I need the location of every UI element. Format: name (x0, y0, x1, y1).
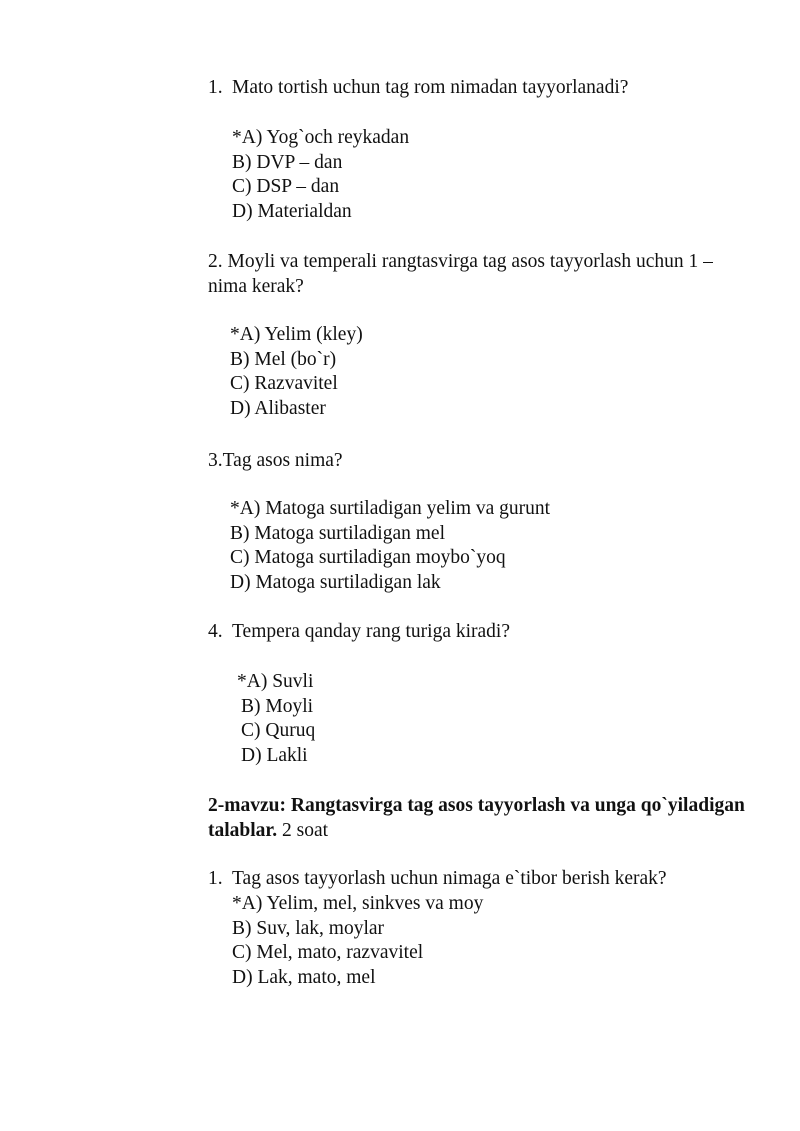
question-1-option-b: B) DVP – dan (232, 151, 343, 173)
question-2-option-d: D) Alibaster (230, 397, 326, 419)
question-1-text: Mato tortish uchun tag rom nimadan tayyorlanadi? (232, 77, 629, 98)
question-2-option-c: C) Razvavitel (230, 373, 338, 395)
question-5-option-b: B) Suv, lak, moylar (232, 917, 385, 939)
question-4-text: Tempera qanday rang turiga kiradi? (232, 621, 511, 642)
question-2-option-b: B) Mel (bo`r) (230, 348, 337, 370)
question-4-options (237, 670, 315, 768)
question-5 (208, 868, 667, 890)
question-1-option-d: D) Materialdan (232, 200, 352, 222)
question-3-options (230, 497, 550, 595)
question-5-text: Tag asos tayyorlash uchun nimaga e`tibor berish kerak? (232, 868, 667, 889)
question-3-option-b: B) Matoga surtiladigan mel (230, 522, 445, 544)
question-2-options (230, 323, 363, 421)
question-1-option-c: C) DSP – dan (232, 176, 340, 198)
question-1-options (232, 126, 409, 224)
question-3-option-a: *A) Matoga surtiladigan yelim va gurunt (230, 498, 551, 519)
question-3-option-d: D) Matoga surtiladigan lak (230, 571, 441, 593)
question-1 (208, 77, 628, 99)
question-4-option-c: C) Quruq (241, 720, 316, 742)
question-3-option-c: C) Matoga surtiladigan moybo`yoq (230, 547, 506, 569)
question-5-option-c: C) Mel, mato, razvavitel (232, 942, 424, 964)
question-1-option-a: *A) Yog`och reykadan (232, 127, 410, 148)
question-4-number: 4. (208, 621, 223, 642)
question-4 (208, 621, 510, 643)
question-2-text: 2. Moyli va temperali rangtasvirga tag asos tayyorlash uchun 1 – nima kerak? (208, 251, 713, 297)
question-3-text: 3.Tag asos nima? (208, 450, 343, 471)
question-1-number: 1. (208, 77, 223, 98)
topic-heading-hours: 2 soat (277, 819, 329, 841)
question-5-option-a: *A) Yelim, mel, sinkves va moy (232, 893, 484, 914)
question-4-option-a: *A) Suvli (237, 671, 314, 692)
question-4-option-b: B) Moyli (241, 695, 314, 717)
question-5-number: 1. (208, 868, 223, 889)
topic-heading-bold: 2-mavzu: Rangtasvirga tag asos tayyorlash va unga qo`yiladigan talablar. (208, 795, 745, 841)
question-2-option-a: *A) Yelim (kley) (230, 324, 363, 345)
question-5-option-d: D) Lak, mato, mel (232, 966, 376, 988)
topic-heading (208, 794, 748, 843)
question-5-options (232, 892, 483, 990)
question-4-option-d: D) Lakli (241, 744, 308, 766)
